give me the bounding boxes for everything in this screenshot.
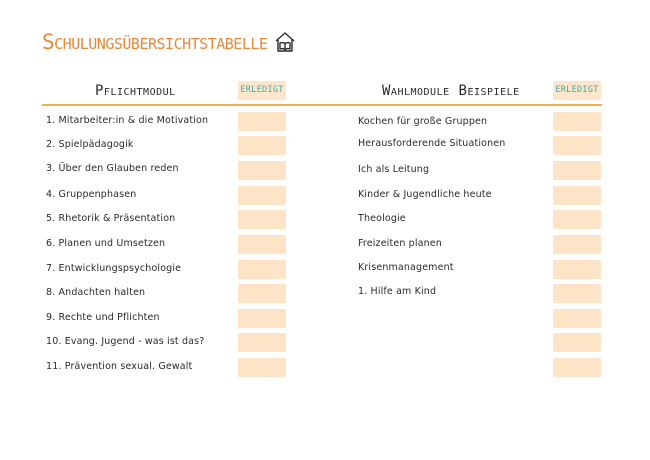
right-done-box-4[interactable]	[553, 186, 601, 205]
right-done-box-6[interactable]	[553, 235, 601, 254]
left-done-box-3[interactable]	[238, 161, 286, 180]
left-done-box-6[interactable]	[238, 235, 286, 254]
left-done-box-11[interactable]	[238, 358, 286, 377]
left-item-10: 10. Evang. Jugend - was ist das?	[46, 336, 205, 347]
right-done-box-9[interactable]	[553, 309, 601, 328]
right-item-2: Herausforderende Situationen	[358, 138, 506, 149]
left-done-box-9[interactable]	[238, 309, 286, 328]
left-column-header: Pflichtmodul	[95, 83, 176, 99]
house-book-icon	[273, 30, 297, 54]
header-divider	[42, 104, 602, 106]
left-done-box-1[interactable]	[238, 112, 286, 131]
left-done-box-8[interactable]	[238, 284, 286, 303]
right-done-box-2[interactable]	[553, 136, 601, 155]
left-item-3: 3. Über den Glauben reden	[46, 163, 179, 174]
right-column-header: Wahlmodule Beispiele	[382, 83, 520, 99]
page-title	[42, 30, 297, 54]
left-done-badge: ERLEDIGT	[238, 81, 286, 100]
right-done-box-5[interactable]	[553, 210, 601, 229]
right-done-box-10[interactable]	[553, 333, 601, 352]
page-title-text: Schulungsübersichtstabelle	[42, 30, 268, 54]
left-item-7: 7. Entwicklungspsychologie	[46, 263, 182, 274]
left-done-box-4[interactable]	[238, 186, 286, 205]
right-item-8: 1. Hilfe am Kind	[358, 286, 437, 297]
left-done-box-5[interactable]	[238, 210, 286, 229]
left-item-2: 2. Spielpädagogik	[46, 139, 134, 150]
right-item-7: Krisenmanagement	[358, 262, 454, 273]
right-done-box-7[interactable]	[553, 260, 601, 279]
left-done-box-10[interactable]	[238, 333, 286, 352]
left-item-4: 4. Gruppenphasen	[46, 189, 137, 200]
left-item-8: 8. Andachten halten	[46, 287, 146, 298]
right-done-box-11[interactable]	[553, 358, 601, 377]
right-item-5: Theologie	[358, 213, 406, 224]
right-item-3: Ich als Leitung	[358, 164, 430, 175]
left-item-9: 9. Rechte und Pflichten	[46, 312, 160, 323]
right-done-badge: ERLEDIGT	[553, 81, 601, 100]
left-item-5: 5. Rhetorik & Präsentation	[46, 213, 176, 224]
right-item-1: Kochen für große Gruppen	[358, 116, 488, 127]
right-done-box-3[interactable]	[553, 161, 601, 180]
left-done-box-2[interactable]	[238, 136, 286, 155]
left-item-6: 6. Planen und Umsetzen	[46, 238, 166, 249]
right-item-4: Kinder & Jugendliche heute	[358, 189, 492, 200]
left-item-1: 1. Mitarbeiter:in & die Motivation	[46, 115, 209, 126]
right-item-6: Freizeiten planen	[358, 238, 442, 249]
left-done-box-7[interactable]	[238, 260, 286, 279]
right-done-box-1[interactable]	[553, 112, 601, 131]
right-done-box-8[interactable]	[553, 284, 601, 303]
left-item-11: 11. Prävention sexual. Gewalt	[46, 361, 193, 372]
